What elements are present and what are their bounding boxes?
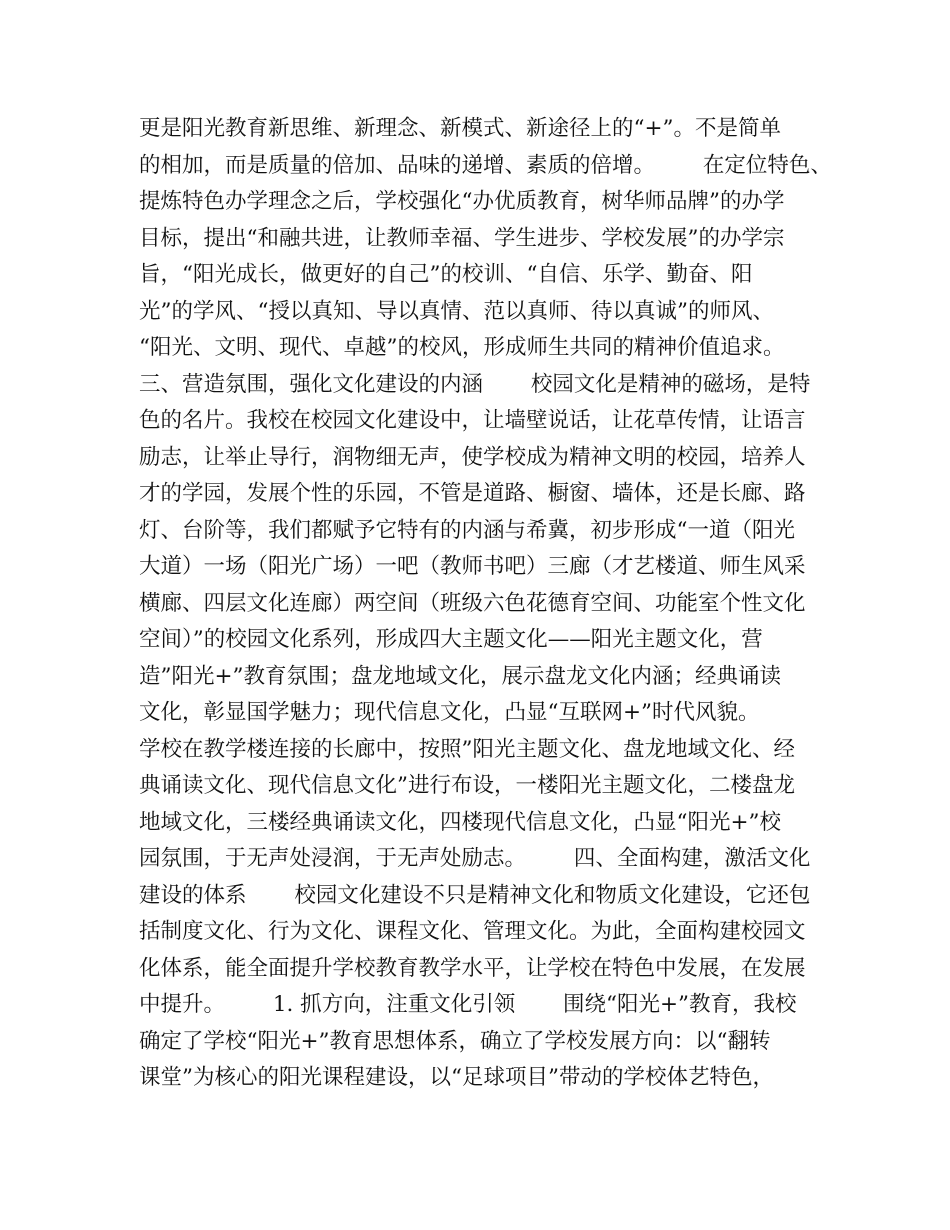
text-line: 造”阳光+”教育氛围；盘龙地域文化，展示盘龙文化内涵；经典诵读 xyxy=(139,663,782,689)
text-line: 励志，让举止导行，润物细无声，使学校成为精神文明的校园，培养人 xyxy=(139,444,806,470)
text-line: 更是阳光教育新思维、新理念、新模式、新途径上的“+”。不是简单 xyxy=(139,116,782,141)
text-line: 光”的学风、“授以真知、导以真情、范以真师、待以真诚”的师风、 xyxy=(139,298,774,324)
text-line: 色的名片。我校在校园文化建设中，让墙壁说话，让花草传情，让语言 xyxy=(139,408,806,433)
text-line: 横廊、四层文化连廊）两空间（班级六色花德育空间、功能室个性文化 xyxy=(139,590,806,616)
text-line: 学校在教学楼连接的长廊中，按照”阳光主题文化、盘龙地域文化、经 xyxy=(139,736,795,762)
text-line: 旨，“阳光成长，做更好的自己”的校训、“自信、乐学、勤奋、阳 xyxy=(139,262,753,287)
text-line: 中提升。 1. 抓方向，注重文化引领 围绕“阳光+”教育，我校 xyxy=(139,992,797,1017)
text-line: 典诵读文化、现代信息文化”进行布设，一楼阳光主题文化，二楼盘龙 xyxy=(139,773,795,798)
text-line: 园氛围，于无声处浸润，于无声处励志。 四、全面构建，激活文化 xyxy=(139,846,811,871)
text-line: 确定了学校“阳光+”教育思想体系，确立了学校发展方向：以“翻转 xyxy=(139,1028,771,1054)
text-line: 大道）一场（阳光广场）一吧（教师书吧）三廊（才艺楼道、师生风采 xyxy=(139,554,806,579)
text-line: 才的学园，发展个性的乐园，不管是道路、橱窗、墙体，还是长廊、路 xyxy=(139,481,806,506)
text-line: “阳光、文明、现代、卓越”的校风，形成师生共同的精神价值追求。 xyxy=(139,335,785,360)
text-line: 建设的体系 校园文化建设不只是精神文化和物质文化建设，它还包 xyxy=(139,882,811,908)
text-line: 化体系，能全面提升学校教育教学水平，让学校在特色中发展，在发展 xyxy=(139,955,806,981)
text-line: 灯、台阶等，我们都赋予它特有的内涵与希冀，初步形成“一道（阳光 xyxy=(139,517,795,543)
text-line: 课堂”为核心的阳光课程建设，以“足球项目”带动的学校体艺特色， xyxy=(139,1065,774,1090)
text-line: 地域文化，三楼经典诵读文化，四楼现代信息文化，凸显“阳光+”校 xyxy=(139,809,782,835)
text-line: 空间）”的校园文化系列，形成四大主题文化——阳光主题文化，营 xyxy=(139,627,763,652)
text-line: 的相加，而是质量的倍加、品味的递增、素质的倍增。 在定位特色、 xyxy=(139,152,832,178)
body-text xyxy=(139,111,832,1097)
text-line: 文化，彰显国学魅力；现代信息文化，凸显“互联网+”时代风貌。 xyxy=(139,700,760,725)
text-line: 括制度文化、行为文化、课程文化、管理文化。为此，全面构建校园文 xyxy=(139,919,806,944)
text-line: 提炼特色办学理念之后，学校强化“办优质教育，树华师品牌”的办学 xyxy=(139,189,785,214)
text-line: 三、营造氛围，强化文化建设的内涵 校园文化是精神的磁场，是特 xyxy=(139,371,811,397)
text-line: 目标，提出“和融共进，让教师幸福、学生进步、学校发展”的办学宗 xyxy=(139,225,785,251)
